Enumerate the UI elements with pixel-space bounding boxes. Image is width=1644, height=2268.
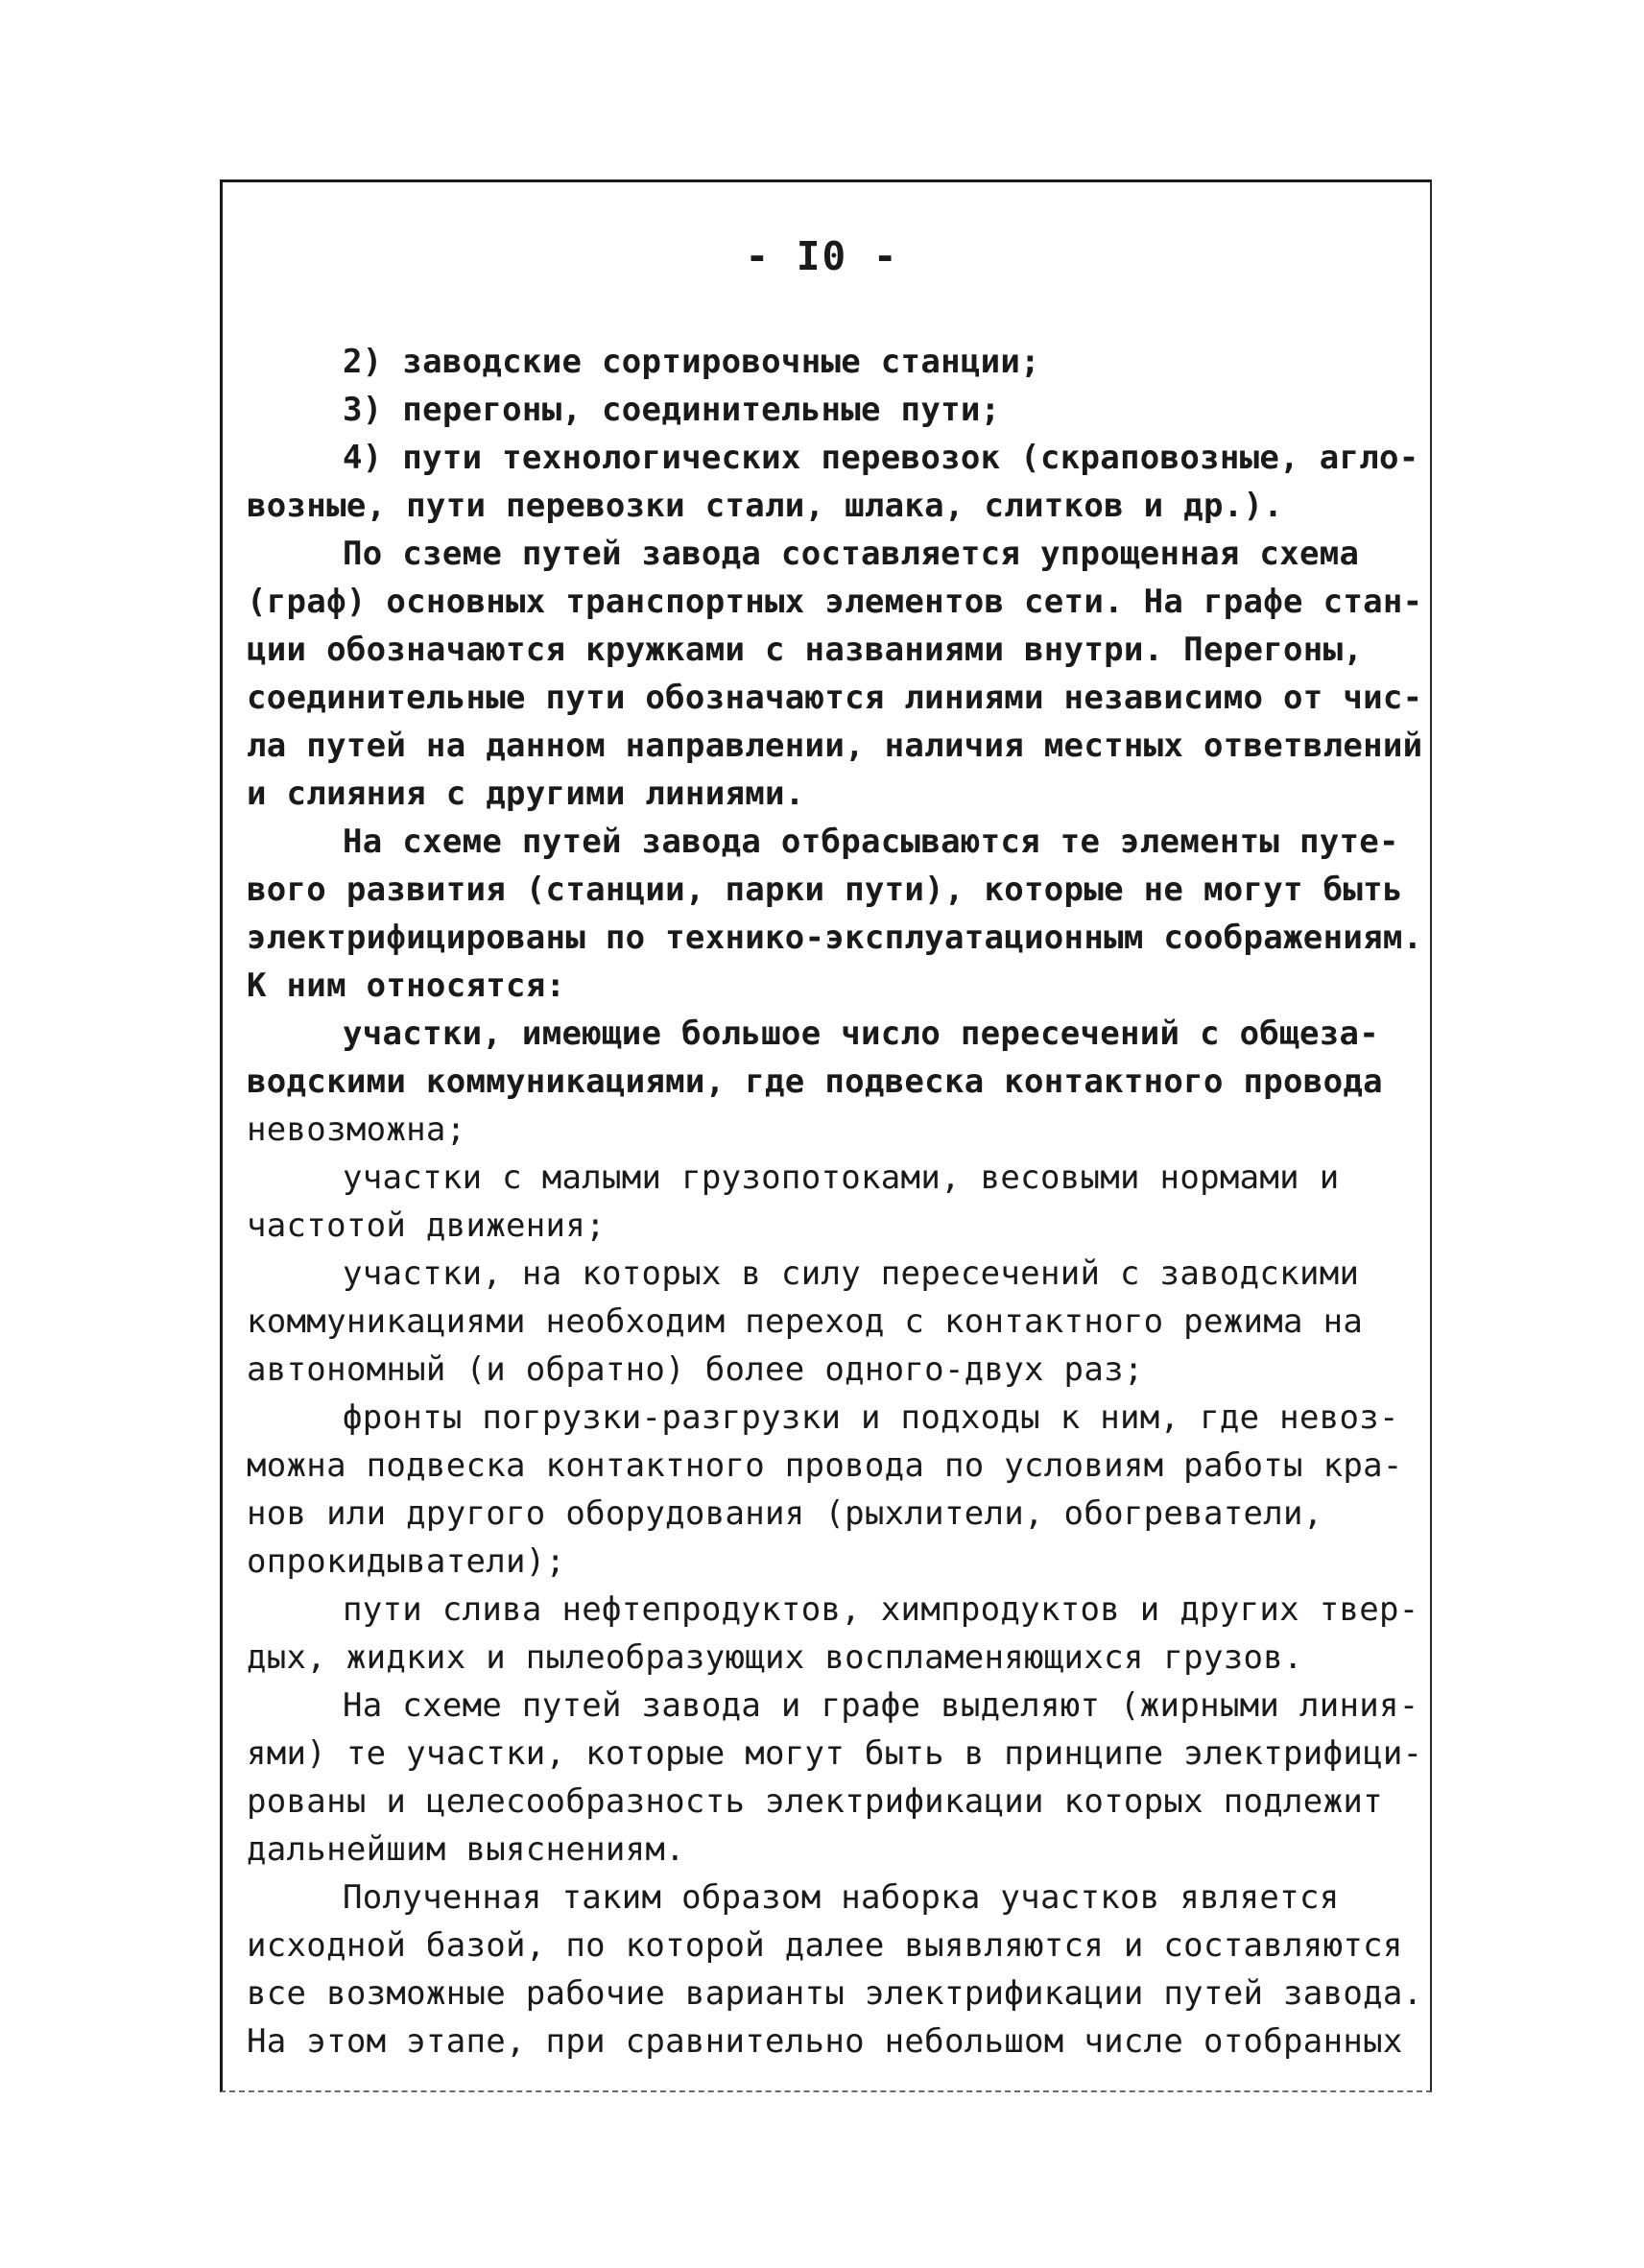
text-line: нов или другого оборудования (рыхлители, обогреватели,	[247, 1494, 1323, 1533]
text-line: пути слива нефтепродуктов, химпродуктов и других твер-	[343, 1590, 1419, 1629]
text-line: На схеме путей завода и графе выделяют (жирными линия-	[343, 1686, 1419, 1725]
text-line: водскими коммуникациями, где подвеска контактного провода	[247, 1062, 1383, 1101]
text-line: дальнейшим выяснениям.	[247, 1830, 685, 1869]
text-line: коммуникациями необходим переход с контактного режима на	[247, 1302, 1364, 1341]
text-line: К ним относятся:	[247, 967, 566, 1005]
text-line: 3) перегоны, соединительные пути;	[343, 391, 1001, 429]
text-line: возные, пути перевозки стали, шлака, слитков и др.).	[247, 487, 1284, 525]
text-line: участки, на которых в силу пересечений с заводскими	[343, 1254, 1360, 1293]
text-line: и слияния с другими линиями.	[247, 775, 805, 813]
text-line: дых, жидких и пылеобразующих воспламеняющихся грузов.	[247, 1638, 1303, 1677]
text-line: По сземе путей завода составляется упрощенная схема	[343, 535, 1360, 573]
text-line: автономный (и обратно) более одного-двух раз;	[247, 1350, 1144, 1389]
text-line: участки, имеющие большое число пересечений с общеза-	[343, 1015, 1380, 1053]
text-line: частотой движения;	[247, 1206, 606, 1245]
text-line: ции обозначаются кружками с названиями внутри. Перегоны,	[247, 631, 1364, 669]
text-line: ями) те участки, которые могут быть в принципе электрифици-	[247, 1734, 1423, 1773]
text-line: На этом этапе, при сравнительно небольшом числе отобранных	[247, 2022, 1403, 2061]
text-line: 4) пути технологических перевозок (скраповозные, агло-	[343, 439, 1419, 477]
text-line: невозможна;	[247, 1110, 466, 1149]
text-line: рованы и целесообразность электрификации которых подлежит	[247, 1782, 1383, 1821]
text-line: участки с малыми грузопотоками, весовыми нормами и	[343, 1158, 1340, 1197]
text-line: электрифицированы по технико-эксплуатационным соображениям.	[247, 919, 1423, 957]
text-line: (граф) основных транспортных элементов сети. На графе стан-	[247, 583, 1423, 621]
text-line: вого развития (станции, парки пути), которые не могут быть	[247, 871, 1403, 909]
text-line: все возможные рабочие варианты электрификации путей завода.	[247, 1974, 1423, 2013]
text-line: фронты погрузки-разгрузки и подходы к ним, где невоз-	[343, 1398, 1399, 1437]
page-number: - I0 -	[745, 233, 899, 279]
text-line: опрокидыватели);	[247, 1542, 566, 1581]
text-line: На схеме путей завода отбрасываются те элементы путе-	[343, 823, 1399, 861]
text-line: 2) заводские сортировочные станции;	[343, 343, 1040, 381]
text-line: соединительные пути обозначаются линиями независимо от чис-	[247, 679, 1423, 717]
text-line: исходной базой, по которой далее выявляются и составляются	[247, 1926, 1403, 1965]
text-line: Полученная таким образом наборка участков является	[343, 1878, 1340, 1917]
text-line: ла путей на данном направлении, наличия местных ответвлений	[247, 727, 1423, 765]
text-line: можна подвеска контактного провода по условиям работы кра-	[247, 1446, 1403, 1485]
